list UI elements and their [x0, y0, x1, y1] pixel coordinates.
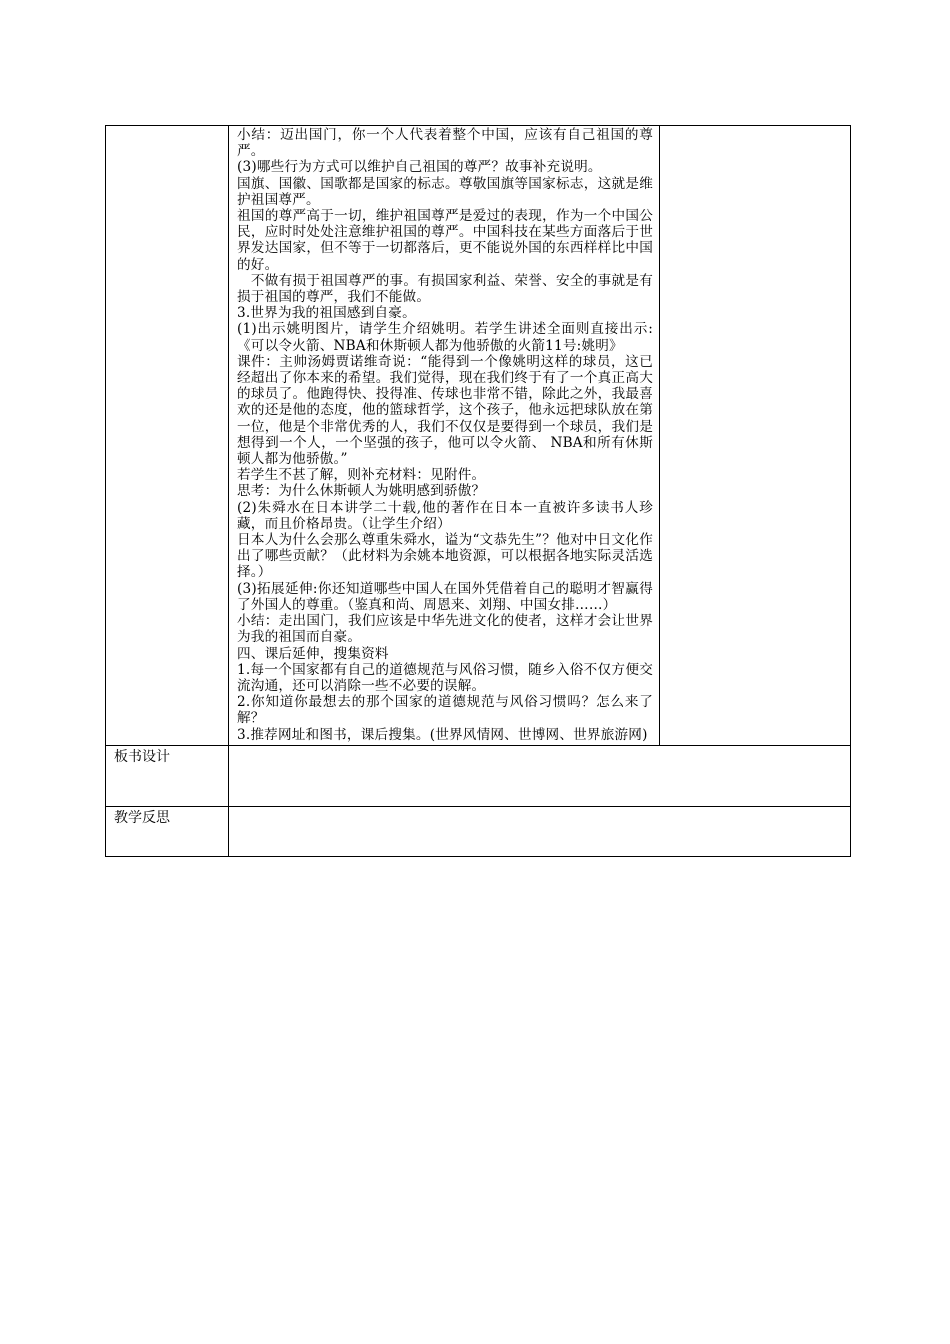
teaching-reflection-label-cell: [106, 806, 229, 856]
teaching-process-text: [229, 126, 659, 745]
lesson-plan-table: [105, 125, 851, 857]
paragraph: 四、课后延伸，搜集资料: [237, 645, 389, 662]
empty-label-cell: [106, 126, 229, 746]
paragraph: 小结：走出国门，我们应该是中华先进文化的使者，这样才会让世界为我的祖国而自豪。: [237, 613, 653, 646]
board-design-row: [106, 745, 851, 806]
teaching-reflection-label: 教学反思: [114, 809, 170, 826]
board-design-content-cell: [229, 745, 851, 806]
paragraph: 3.推荐网址和图书，课后搜集。(世界风情网、世博网、世界旅游网): [237, 726, 648, 743]
paragraph: (3)拓展延伸:你还知道哪些中国人在国外凭借着自己的聪明才智赢得了外国人的尊重。（鉴真和尚、周恩来、刘翔、中国女排……）: [237, 580, 653, 613]
content-row: [106, 126, 851, 746]
notes-cell: [660, 126, 851, 746]
paragraph: 3.世界为我的祖国感到自豪。: [237, 305, 416, 322]
paragraph: 小结：迈出国门，你一个人代表着整个中国，应该有自己祖国的尊严。: [237, 127, 653, 160]
paragraph: 2.你知道你最想去的那个国家的道德规范与风俗习惯吗？怎么来了解？: [237, 694, 653, 727]
paragraph: 不做有损于祖国尊严的事。有损国家利益、荣誉、安全的事就是有损于祖国的尊严，我们不能做。: [237, 272, 653, 306]
paragraph: (3)哪些行为方式可以维护自己祖国的尊严？故事补充说明。: [237, 159, 602, 176]
paragraph: (2)朱舜水在日本讲学二十载,他的著作在日本一直被许多读书人珍藏，而且价格昂贵。（让学生介绍）: [237, 499, 653, 532]
board-design-label-cell: [106, 745, 229, 806]
board-design-label: 板书设计: [114, 748, 170, 765]
paragraph: 若学生不甚了解，则补充材料：见附件。: [237, 467, 486, 484]
paragraph: 祖国的尊严高于一切，维护祖国尊严是爱过的表现，作为一个中国公民，应时时处处注意维护祖国的尊严。中国科技在某些方面落后于世界发达国家，但不等于一切都落后，更不能说外国的东西样样比中国的好。: [237, 208, 653, 273]
teaching-process-cell: [229, 126, 660, 746]
paragraph: (1)出示姚明图片，请学生介绍姚明。若学生讲述全面则直接出示:《可以令火箭、NBA和休斯顿人都为他骄傲的火箭11号:姚明》: [237, 321, 653, 354]
teaching-reflection-row: [106, 806, 851, 856]
paragraph: 国旗、国徽、国歌都是国家的标志。尊敬国旗等国家标志，这就是维护祖国尊严。: [237, 175, 653, 208]
paragraph: 1.每一个国家都有自己的道德规范与风俗习惯，随乡入俗不仅方便交流沟通，还可以消除一些不必要的误解。: [237, 661, 653, 694]
paragraph: 课件：主帅汤姆贾诺维奇说：“能得到一个像姚明这样的球员，这已经超出了你本来的希望。我们觉得，现在我们终于有了一个真正高大的球员了。他跑得快、投得准、传球也非常不错，除此之外，我最喜欢的还是他的态度，他的篮球哲学，这个孩子，他永远把球队放在第一位，他是个非常优秀的人，我们不仅仅是要得到一个球员，我们是想得到一个人，一个坚强的孩子，他可以令火箭、 NBA和所有休斯顿人都为他骄傲。”: [237, 353, 653, 468]
paragraph: 思考：为什么休斯顿人为姚明感到骄傲？: [237, 483, 486, 500]
paragraph: 日本人为什么会那么尊重朱舜水，谥为“文恭先生”？他对中日文化作出了哪些贡献？（此材料为余姚本地资源，可以根据各地实际灵活选择。）: [237, 532, 653, 581]
teaching-reflection-content-cell: [229, 806, 851, 856]
